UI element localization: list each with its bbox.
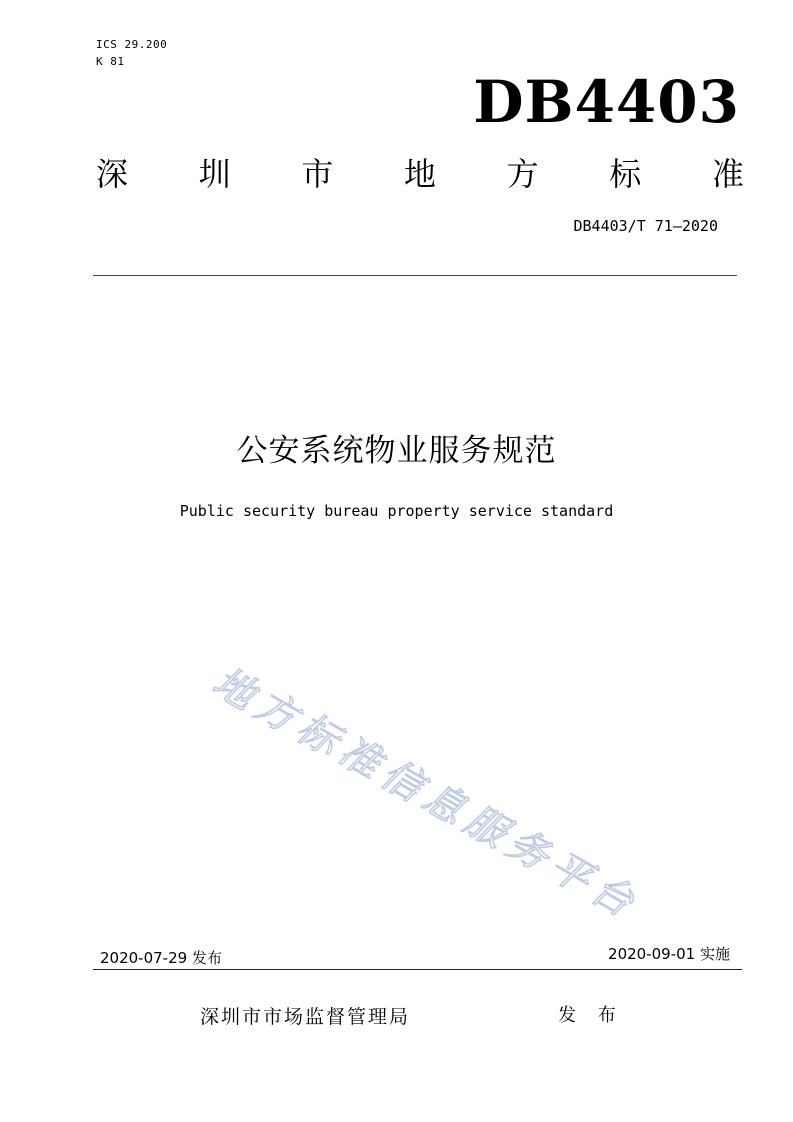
watermark-char: 平 <box>541 842 599 903</box>
watermark-text <box>205 659 645 928</box>
implementation-date: 2020-09-01 实施 <box>608 945 730 963</box>
top-divider <box>93 275 737 276</box>
watermark-char: 标 <box>289 704 347 765</box>
standard-type-char: 地 <box>403 155 436 193</box>
standard-type-char: 市 <box>301 155 334 193</box>
watermark <box>180 640 660 940</box>
watermark-char: 方 <box>247 681 305 742</box>
watermark-char: 台 <box>583 865 641 926</box>
watermark-char: 服 <box>457 796 515 857</box>
issue-date: 2020-07-29 发布 <box>100 949 222 967</box>
standard-type-char: 圳 <box>198 155 231 193</box>
standard-type-char: 准 <box>711 155 744 193</box>
watermark-char: 地 <box>205 658 263 719</box>
ccs-code: K 81 <box>96 55 125 68</box>
watermark-char: 准 <box>331 727 389 788</box>
standard-type-char: 深 <box>96 155 129 193</box>
title-english: Public security bureau property service standard <box>179 502 614 520</box>
ics-code: ICS 29.200 <box>96 38 168 51</box>
publisher: 深圳市市场监督管理局 <box>200 1006 411 1028</box>
standard-type-char: 标 <box>609 155 642 193</box>
title-chinese: 公安系统物业服务规范 <box>236 433 557 469</box>
watermark-char: 务 <box>499 819 557 880</box>
standard-type-char: 方 <box>506 155 539 193</box>
standard-number: DB4403/T 71—2020 <box>573 217 718 235</box>
bottom-divider <box>93 969 742 970</box>
db-logo: DB4403 <box>473 68 740 136</box>
watermark-char: 信 <box>373 750 431 811</box>
classification-codes <box>96 36 167 70</box>
publish-label: 发 布 <box>558 1005 624 1026</box>
standard-type <box>96 150 744 198</box>
watermark-char: 息 <box>415 773 473 834</box>
